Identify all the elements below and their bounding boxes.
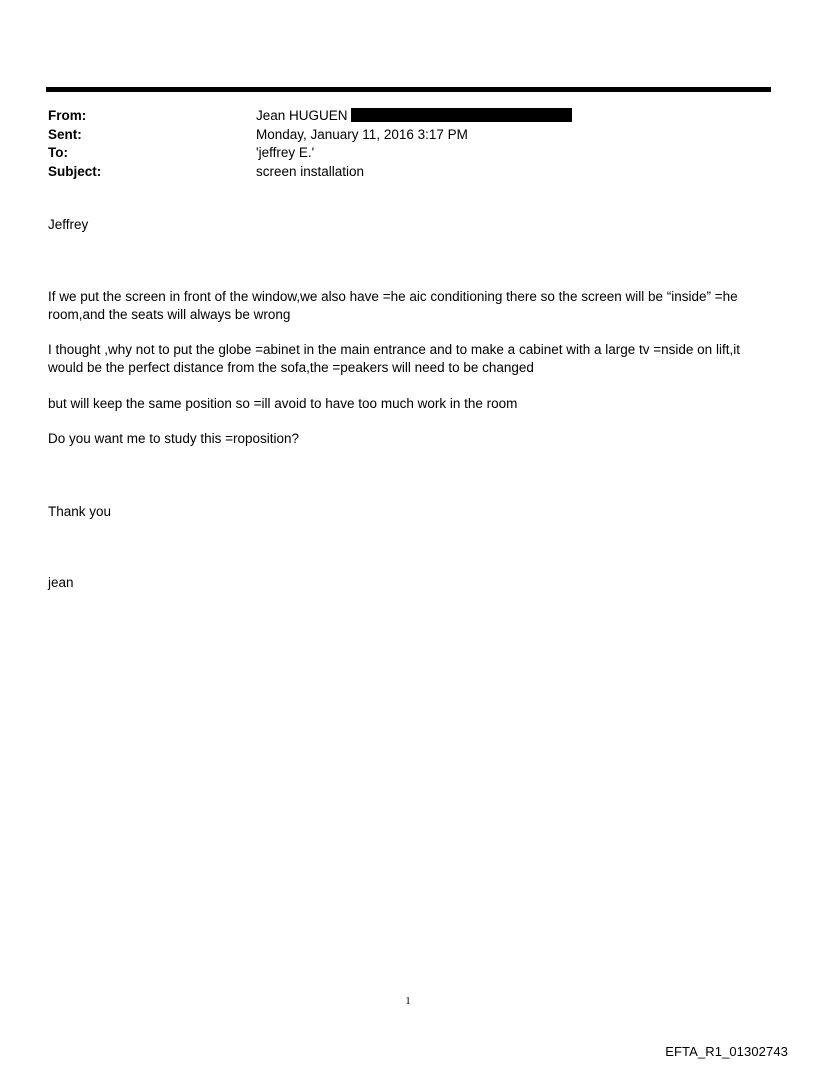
bates-number: EFTA_R1_01302743 (665, 1044, 788, 1059)
sent-label: Sent: (48, 126, 82, 142)
email-header (48, 107, 768, 181)
from-name: Jean HUGUEN (256, 108, 348, 123)
from-row (48, 107, 768, 126)
header-rule (46, 87, 771, 92)
subject-row (48, 163, 768, 182)
from-value (256, 107, 768, 126)
greeting: Jeffrey (48, 217, 89, 232)
paragraph-3: but will keep the same position so =ill avoid to have too much work in the room (48, 396, 518, 411)
paragraph-4: Do you want me to study this =roposition? (48, 431, 300, 446)
redaction-block (351, 108, 572, 122)
to-label: To: (48, 145, 68, 160)
to-row (48, 144, 768, 163)
paragraph-2: I thought ,why not to put the globe =abinet in the main entrance and to make a cabinet with a large tv =nside on lift,it would be the perfect distance from the sofa,the =peakers will need to be changed (48, 342, 740, 375)
subject-label: Subject: (48, 163, 102, 179)
subject-value: screen installation (256, 163, 365, 179)
sent-value: Monday, January 11, 2016 3:17 PM (256, 126, 468, 142)
sent-row (48, 126, 768, 145)
page-number: 1 (405, 995, 411, 1007)
to-value: 'jeffrey E.' (256, 145, 315, 160)
paragraph-1: If we put the screen in front of the window,we also have =he aic conditioning there so the screen will be “inside” =he room,and the seats will always be wrong (48, 289, 738, 322)
closing: Thank you (48, 504, 112, 519)
signature: jean (48, 575, 74, 590)
from-label: From: (48, 108, 87, 123)
